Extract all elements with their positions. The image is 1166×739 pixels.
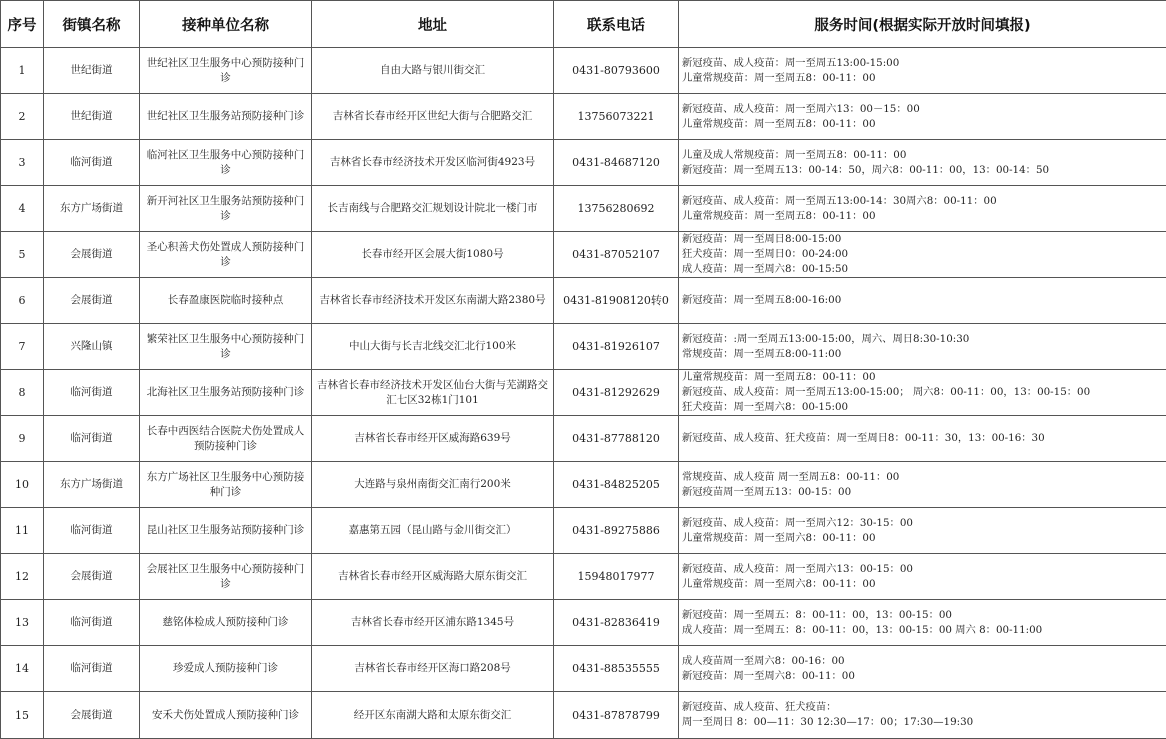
cell-phone: 0431-82836419: [554, 600, 679, 646]
cell-hours: [679, 140, 1166, 186]
cell-address: 吉林省长春市经开区世纪大街与合肥路交汇: [312, 94, 554, 140]
cell-unit: 新开河社区卫生服务站预防接种门诊: [140, 186, 312, 232]
cell-unit: 世纪社区卫生服务中心预防接种门诊: [140, 48, 312, 94]
table-row: [1, 600, 1166, 646]
cell-index: 3: [1, 140, 44, 186]
hours-line: 儿童及成人常规疫苗：周一至周五8：00-11：00: [682, 148, 1164, 163]
table-row: [1, 692, 1166, 739]
cell-index: 15: [1, 692, 44, 739]
table-row: [1, 278, 1166, 324]
cell-address: 吉林省长春市经济技术开发区东南湖大路2380号: [312, 278, 554, 324]
cell-street: 临河街道: [44, 370, 140, 416]
cell-address: 吉林省长春市经开区威海路大原东街交汇: [312, 554, 554, 600]
cell-phone: 0431-80793600: [554, 48, 679, 94]
cell-unit: 世纪社区卫生服务站预防接种门诊: [140, 94, 312, 140]
hours-line: 儿童常规疫苗：周一至周六8：00-11：00: [682, 577, 1164, 592]
cell-address: 长春市经开区会展大街1080号: [312, 232, 554, 278]
header-phone: 联系电话: [554, 1, 679, 48]
cell-unit: 昆山社区卫生服务站预防接种门诊: [140, 508, 312, 554]
hours-line: 儿童常规疫苗：周一至周五8：00-11：00: [682, 209, 1164, 224]
hours-line: 新冠疫苗、成人疫苗：周一至周五13:00-14：30周六8：00-11：00: [682, 194, 1164, 209]
cell-hours: [679, 370, 1166, 416]
cell-address: 长吉南线与合肥路交汇规划设计院北一楼门市: [312, 186, 554, 232]
table-body: [1, 48, 1166, 739]
hours-line: 新冠疫苗、成人疫苗：周一至周五13:00-15:00: [682, 56, 1164, 71]
hours-line: 新冠疫苗、成人疫苗：周一至周六13：00-15：00: [682, 562, 1164, 577]
cell-unit: 慈铭体检成人预防接种门诊: [140, 600, 312, 646]
cell-address: 嘉惠第五园（昆山路与金川街交汇）: [312, 508, 554, 554]
table-row: [1, 554, 1166, 600]
table-row: [1, 324, 1166, 370]
cell-street: 会展街道: [44, 278, 140, 324]
cell-unit: 东方广场社区卫生服务中心预防接种门诊: [140, 462, 312, 508]
table-row: [1, 370, 1166, 416]
cell-index: 13: [1, 600, 44, 646]
hours-line: 常规疫苗、成人疫苗 周一至周五8：00-11：00: [682, 470, 1164, 485]
cell-address: 自由大路与银川街交汇: [312, 48, 554, 94]
hours-line: 新冠疫苗：周一至周日8:00-15:00: [682, 232, 1164, 247]
cell-street: 世纪街道: [44, 94, 140, 140]
cell-address: 吉林省长春市经开区海口路208号: [312, 646, 554, 692]
hours-line: 儿童常规疫苗：周一至周五8：00-11：00: [682, 71, 1164, 86]
cell-phone: 0431-84687120: [554, 140, 679, 186]
hours-line: 新冠疫苗、成人疫苗：周一至周六12：30-15：00: [682, 516, 1164, 531]
cell-index: 11: [1, 508, 44, 554]
hours-line: 新冠疫苗周一至周五13：00-15：00: [682, 485, 1164, 500]
cell-phone: 15948017977: [554, 554, 679, 600]
hours-line: 新冠疫苗：周一至周六8：00-11：00: [682, 669, 1164, 684]
table-row: [1, 508, 1166, 554]
cell-index: 5: [1, 232, 44, 278]
cell-index: 6: [1, 278, 44, 324]
cell-unit: 安禾犬伤处置成人预防接种门诊: [140, 692, 312, 739]
table-row: [1, 48, 1166, 94]
cell-hours: [679, 94, 1166, 140]
cell-hours: [679, 48, 1166, 94]
hours-line: 新冠疫苗：周一至周五：8：00-11：00，13：00-15：00: [682, 608, 1164, 623]
hours-line: 新冠疫苗、成人疫苗：周一至周五13:00-15:00； 周六8：00-11：00，13：00-15：00: [682, 385, 1164, 400]
cell-hours: [679, 692, 1166, 739]
cell-index: 9: [1, 416, 44, 462]
cell-hours: [679, 186, 1166, 232]
cell-hours: [679, 278, 1166, 324]
hours-line: 成人疫苗：周一至周六8：00-15:50: [682, 262, 1164, 277]
cell-phone: 0431-81292629: [554, 370, 679, 416]
cell-street: 会展街道: [44, 692, 140, 739]
table-row: [1, 94, 1166, 140]
cell-index: 7: [1, 324, 44, 370]
cell-street: 临河街道: [44, 600, 140, 646]
cell-phone: 0431-87788120: [554, 416, 679, 462]
cell-street: 兴隆山镇: [44, 324, 140, 370]
cell-hours: [679, 416, 1166, 462]
table-row: [1, 646, 1166, 692]
cell-phone: 0431-87878799: [554, 692, 679, 739]
hours-line: 成人疫苗：周一至周五：8：00-11：00，13：00-15：00 周六 8：00-11:00: [682, 623, 1164, 638]
table-row: [1, 186, 1166, 232]
hours-line: 狂犬疫苗：周一至周六8：00-15:00: [682, 400, 1164, 415]
cell-street: 临河街道: [44, 416, 140, 462]
cell-unit: 圣心积善犬伤处置成人预防接种门诊: [140, 232, 312, 278]
table-row: [1, 462, 1166, 508]
cell-hours: [679, 508, 1166, 554]
cell-unit: 繁荣社区卫生服务中心预防接种门诊: [140, 324, 312, 370]
cell-address: 经开区东南湖大路和太原东街交汇: [312, 692, 554, 739]
hours-line: 新冠疫苗、成人疫苗、狂犬疫苗：周一至周日8：00-11：30，13：00-16：30: [682, 431, 1164, 446]
hours-line: 新冠疫苗：周一至周五13：00-14：50，周六8：00-11：00，13：00-14：50: [682, 163, 1164, 178]
cell-address: 中山大街与长吉北线交汇北行100米: [312, 324, 554, 370]
cell-phone: 0431-84825205: [554, 462, 679, 508]
hours-line: 新冠疫苗、成人疫苗、狂犬疫苗：: [682, 700, 1164, 715]
cell-hours: [679, 232, 1166, 278]
cell-phone: 13756073221: [554, 94, 679, 140]
cell-unit: 长春中西医结合医院犬伤处置成人预防接种门诊: [140, 416, 312, 462]
header-unit: 接种单位名称: [140, 1, 312, 48]
header-address: 地址: [312, 1, 554, 48]
table-row: [1, 416, 1166, 462]
hours-line: 狂犬疫苗：周一至周日0：00-24:00: [682, 247, 1164, 262]
cell-hours: [679, 646, 1166, 692]
cell-street: 临河街道: [44, 140, 140, 186]
cell-phone: 0431-81908120转0: [554, 278, 679, 324]
hours-line: 儿童常规疫苗：周一至周六8：00-11：00: [682, 531, 1164, 546]
header-hours: 服务时间(根据实际开放时间填报): [679, 1, 1166, 48]
cell-phone: 0431-87052107: [554, 232, 679, 278]
cell-phone: 0431-88535555: [554, 646, 679, 692]
cell-index: 12: [1, 554, 44, 600]
cell-street: 会展街道: [44, 232, 140, 278]
cell-index: 10: [1, 462, 44, 508]
cell-unit: 会展社区卫生服务中心预防接种门诊: [140, 554, 312, 600]
cell-address: 吉林省长春市经济技术开发区临河街4923号: [312, 140, 554, 186]
hours-line: 新冠疫苗：:周一至周五13:00-15:00，周六、周日8:30-10:30: [682, 332, 1164, 347]
cell-address: 吉林省长春市经济技术开发区仙台大街与芜湖路交汇七区32栋1门101: [312, 370, 554, 416]
cell-address: 吉林省长春市经开区威海路639号: [312, 416, 554, 462]
header-street: 街镇名称: [44, 1, 140, 48]
cell-unit: 珍爱成人预防接种门诊: [140, 646, 312, 692]
cell-hours: [679, 324, 1166, 370]
cell-phone: 13756280692: [554, 186, 679, 232]
hours-line: 常规疫苗：周一至周五8:00-11:00: [682, 347, 1164, 362]
cell-phone: 0431-81926107: [554, 324, 679, 370]
table-row: [1, 140, 1166, 186]
cell-index: 8: [1, 370, 44, 416]
hours-line: 新冠疫苗：周一至周五8:00-16:00: [682, 293, 1164, 308]
hours-line: 周一至周日 8：00—11：30 12:30—17：00；17:30—19:30: [682, 715, 1164, 730]
cell-hours: [679, 462, 1166, 508]
cell-street: 东方广场街道: [44, 462, 140, 508]
cell-index: 1: [1, 48, 44, 94]
hours-line: 成人疫苗周一至周六8：00-16：00: [682, 654, 1164, 669]
cell-address: 大连路与泉州南街交汇南行200米: [312, 462, 554, 508]
cell-hours: [679, 600, 1166, 646]
header-index: 序号: [1, 1, 44, 48]
cell-unit: 北海社区卫生服务站预防接种门诊: [140, 370, 312, 416]
header-row: [1, 1, 1166, 48]
cell-phone: 0431-89275886: [554, 508, 679, 554]
cell-index: 4: [1, 186, 44, 232]
cell-index: 14: [1, 646, 44, 692]
hours-line: 新冠疫苗、成人疫苗：周一至周六13：00－15：00: [682, 102, 1164, 117]
cell-index: 2: [1, 94, 44, 140]
hours-line: 儿童常规疫苗：周一至周五8：00-11：00: [682, 117, 1164, 132]
table-row: [1, 232, 1166, 278]
cell-street: 东方广场街道: [44, 186, 140, 232]
cell-address: 吉林省长春市经开区浦东路1345号: [312, 600, 554, 646]
cell-street: 世纪街道: [44, 48, 140, 94]
cell-street: 临河街道: [44, 646, 140, 692]
cell-street: 会展街道: [44, 554, 140, 600]
cell-unit: 临河社区卫生服务中心预防接种门诊: [140, 140, 312, 186]
cell-hours: [679, 554, 1166, 600]
hours-line: 儿童常规疫苗：周一至周五8：00-11：00: [682, 370, 1164, 385]
cell-unit: 长春盈康医院临时接种点: [140, 278, 312, 324]
cell-street: 临河街道: [44, 508, 140, 554]
